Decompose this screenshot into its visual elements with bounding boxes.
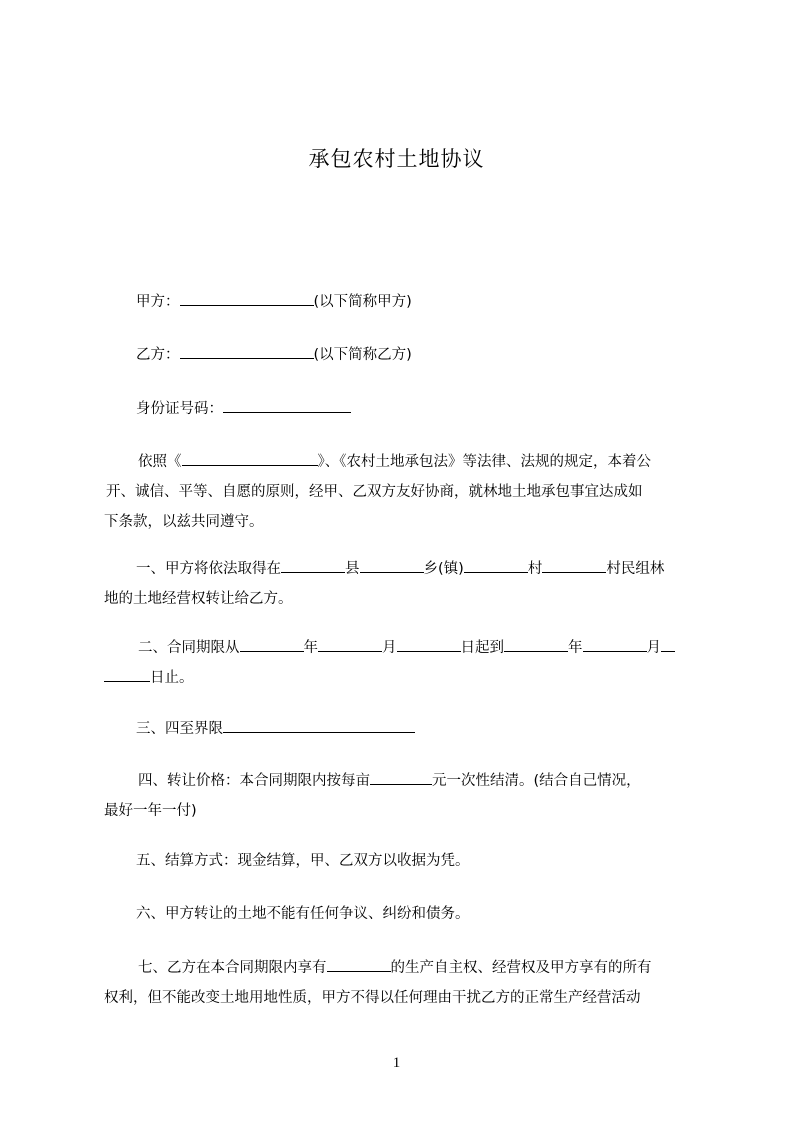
clause-3-line <box>136 718 415 739</box>
preamble-paragraph <box>104 447 704 537</box>
clause-1-line-1: 一、甲方将依法取得在 县 乡(镇) 村 村民组林 <box>104 554 704 584</box>
township-blank[interactable] <box>360 558 424 573</box>
id-number-line <box>136 398 351 419</box>
preamble-line-3: 下条款，以兹共同遵守。 <box>104 514 264 530</box>
clause-3-text: 三、四至界限 <box>136 721 223 737</box>
villager-group-blank[interactable] <box>542 558 606 573</box>
clause-2-paragraph <box>104 633 704 693</box>
party-a-blank[interactable] <box>180 291 314 306</box>
party-b-label: 乙方： <box>136 347 180 363</box>
county-blank[interactable] <box>281 558 345 573</box>
preamble-line-2: 开、诚信、平等、自愿的原则，经甲、乙双方友好协商，就林地土地承包事宜达成如 <box>106 484 643 500</box>
party-a-label: 甲方： <box>136 294 180 310</box>
clause-7-paragraph <box>104 953 704 1013</box>
village-blank[interactable] <box>464 558 528 573</box>
clause-5-line: 五、结算方式：现金结算，甲、乙双方以收据为凭。 <box>136 853 470 869</box>
party-b-suffix: (以下简称乙方) <box>313 347 412 363</box>
start-year-blank[interactable] <box>240 637 304 652</box>
end-day-blank-start[interactable] <box>661 637 675 652</box>
clause-1-line-2: 地的土地经营权转让给乙方。 <box>104 591 293 607</box>
law-name-blank[interactable] <box>182 451 318 466</box>
page-number: 1 <box>392 1055 401 1071</box>
boundaries-blank[interactable] <box>223 718 415 733</box>
clause-4-line-1: 四、转让价格：本合同期限内按每亩 元一次性结清。(结合自己情况， <box>104 766 704 796</box>
price-per-mu-blank[interactable] <box>370 770 432 785</box>
party-a-suffix: (以下简称甲方) <box>313 294 412 310</box>
party-b-blank[interactable] <box>180 344 314 359</box>
clause-4-line-2: 最好一年一付) <box>104 803 197 819</box>
start-day-blank[interactable] <box>397 637 461 652</box>
clause-4-paragraph <box>104 766 704 826</box>
id-number-label: 身份证号码： <box>136 401 223 417</box>
clause-1-paragraph <box>104 554 704 614</box>
clause-2-line-2: 日止。 <box>104 663 704 693</box>
end-year-blank[interactable] <box>504 637 568 652</box>
preamble-line-1: 依照《 》、《农村土地承包法》等法律、法规的规定，本着公 <box>104 447 704 477</box>
end-month-blank[interactable] <box>583 637 647 652</box>
party-b-line <box>136 344 412 365</box>
id-number-blank[interactable] <box>223 398 351 413</box>
clause-2-line-1: 二、合同期限从 年 月 日起到 年 月 <box>104 633 704 663</box>
clause-7-line-2: 权利，但不能改变土地用地性质，甲方不得以任何理由干扰乙方的正常生产经营活动 <box>104 990 641 1006</box>
clause-7-line-1: 七、乙方在本合同期限内享有 的生产自主权、经营权及甲方享有的所有 <box>104 953 704 983</box>
clause-6-line: 六、甲方转让的土地不能有任何争议、纠纷和债务。 <box>136 906 470 922</box>
rights-scope-blank[interactable] <box>327 957 391 972</box>
party-a-line <box>136 291 412 312</box>
start-month-blank[interactable] <box>318 637 382 652</box>
end-day-blank[interactable] <box>104 667 150 682</box>
document-title: 承包农村土地协议 <box>308 147 485 171</box>
